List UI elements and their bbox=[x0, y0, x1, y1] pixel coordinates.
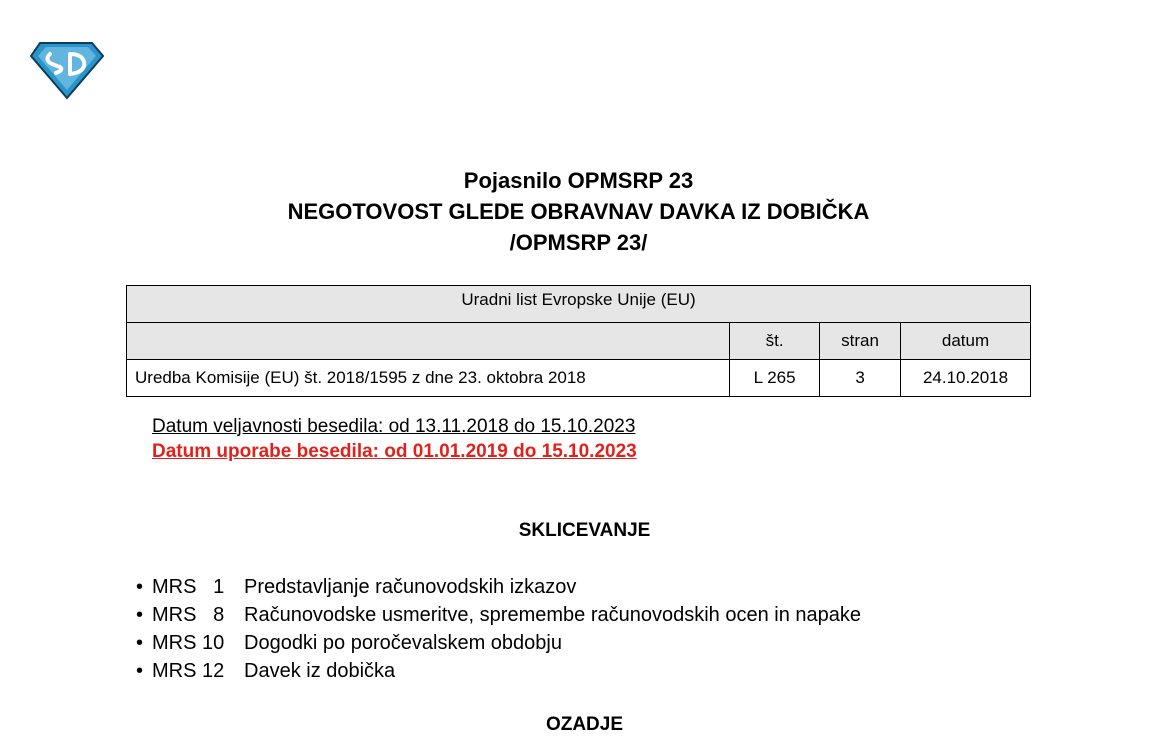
table-caption: Uradni list Evropske Unije (EU) bbox=[127, 286, 1031, 323]
validity-date: Datum veljavnosti besedila: od 13.11.2018 do 15.10.2023 bbox=[152, 416, 636, 437]
table-header-number: št. bbox=[730, 323, 820, 360]
validity-dates bbox=[152, 414, 637, 464]
document-subtitle: NEGOTOVOST GLEDE OBRAVNAV DAVKA IZ DOBIČKA bbox=[287, 199, 870, 224]
regulation-page: 3 bbox=[820, 360, 901, 397]
bullet-icon: • bbox=[136, 632, 144, 654]
reference-code: MRS 12 bbox=[152, 660, 225, 682]
table-header-date: datum bbox=[901, 323, 1031, 360]
reference-code: MRS 10 bbox=[152, 632, 225, 654]
table-caption-row bbox=[127, 286, 1031, 323]
reference-text: Računovodske usmeritve, spremembe računovodskih ocen in napake bbox=[244, 604, 862, 626]
document-code: /OPMSRP 23/ bbox=[509, 230, 648, 255]
document-title: Pojasnilo OPMSRP 23 bbox=[463, 168, 694, 193]
table-header-page: stran bbox=[820, 323, 901, 360]
reference-code: MRS 8 bbox=[152, 604, 225, 626]
regulation-number: L 265 bbox=[730, 360, 820, 397]
reference-code: MRS 1 bbox=[152, 576, 225, 598]
list-item bbox=[136, 657, 861, 685]
reference-text: Predstavljanje računovodskih izkazov bbox=[244, 576, 577, 598]
application-date: Datum uporabe besedila: od 01.01.2019 do 15.10.2023 bbox=[152, 441, 637, 462]
background-heading: OZADJE bbox=[545, 714, 624, 735]
table-header-row bbox=[127, 323, 1031, 360]
list-item bbox=[136, 573, 861, 601]
references-heading: SKLICEVANJE bbox=[518, 520, 651, 541]
company-logo bbox=[30, 40, 104, 100]
official-journal-table bbox=[126, 285, 1031, 397]
reference-text: Dogodki po poročevalskem obdobju bbox=[244, 632, 562, 654]
regulation-date: 24.10.2018 bbox=[901, 360, 1031, 397]
table-header-blank bbox=[127, 323, 730, 360]
bullet-icon: • bbox=[136, 576, 144, 598]
bullet-icon: • bbox=[136, 604, 144, 626]
table-row bbox=[127, 360, 1031, 397]
regulation-description: Uredba Komisije (EU) št. 2018/1595 z dne 23. oktobra 2018 bbox=[127, 360, 730, 397]
references-list bbox=[136, 573, 861, 685]
reference-text: Davek iz dobička bbox=[244, 660, 396, 682]
list-item bbox=[136, 629, 861, 657]
bullet-icon: • bbox=[136, 660, 144, 682]
list-item bbox=[136, 601, 861, 629]
